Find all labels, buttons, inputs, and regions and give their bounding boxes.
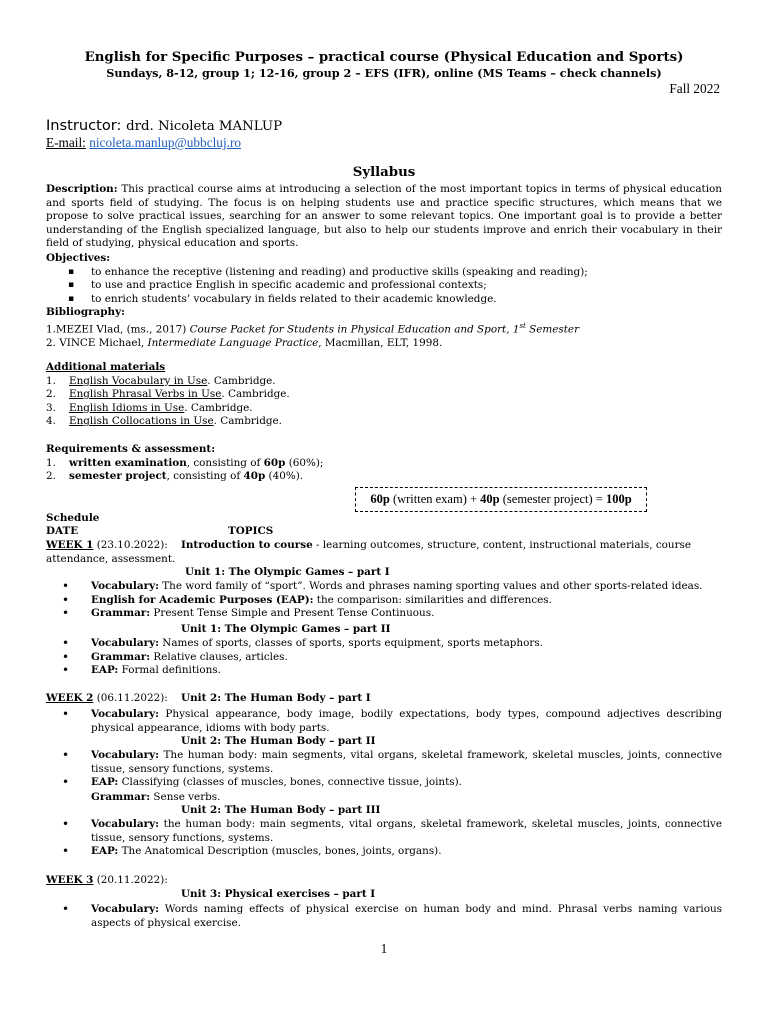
unit-heading: Unit 1: The Olympic Games – part II (181, 623, 391, 635)
topic-text: Classifying (classes of muscles, bones, connective tissue, joints). (118, 776, 462, 789)
bibliography-author: 2. VINCE Michael, (46, 336, 148, 349)
list-item (46, 402, 722, 416)
additional-materials-list (46, 375, 722, 429)
unit-topics-list (46, 580, 722, 621)
intro-description: - learning outcomes, structure, content, instructional materials, course (312, 539, 692, 551)
topic-text: the human body: main segments, vital organs, skeletal framework, skeletal muscles, joints, connective tissue, sensory functions, systems. (91, 818, 722, 844)
course-schedule-subtitle: Sundays, 8-12, group 1; 12-16, group 2 – EFS (IFR), online (MS Teams – check channels) (106, 66, 662, 80)
book-publisher: . Cambridge. (213, 415, 282, 428)
description-label: Description: (46, 183, 118, 195)
item-number: 3. (46, 401, 56, 414)
topic-category: Grammar: (91, 650, 151, 663)
list-item (46, 749, 722, 776)
unit-heading: Unit 2: The Human Body – part II (181, 735, 376, 747)
topic-text: Words naming effects of physical exercise on human body and mind. Phrasal verbs naming various aspects of physical exercise. (91, 903, 722, 929)
grammar-line (46, 791, 767, 805)
topic-category: Vocabulary: (91, 903, 159, 915)
list-item (46, 375, 722, 389)
description-paragraph (46, 183, 722, 251)
book-title: English Phrasal Verbs in Use (69, 388, 222, 401)
intro-description-continued: attendance, assessment. (46, 552, 176, 565)
week-1-section (46, 539, 722, 566)
item-number: 1. (46, 374, 56, 387)
bibliography-section (46, 306, 722, 350)
requirements-list (46, 457, 722, 484)
email-line (46, 135, 241, 151)
week-3-header (46, 874, 722, 888)
email-label: E-mail: (46, 135, 86, 150)
additional-materials-section (46, 361, 722, 429)
instructor-line (46, 117, 282, 136)
list-item: ▪ to enhance the receptive (listening and reading) and productive skills (speaking and reading); (46, 266, 722, 280)
topic-text: Present Tense Simple and Present Tense Continuous. (150, 607, 435, 620)
topic-text: The Anatomical Description (muscles, bones, joints, organs). (118, 845, 442, 858)
topic-text: Names of sports, classes of sports, sports equipment, sports metaphors. (158, 637, 543, 649)
list-item (46, 415, 722, 429)
week-1-intro (46, 539, 722, 553)
topic-text: The word family of “sport”. Words and phrases naming sporting values and other sports-related ideas. (158, 580, 703, 592)
instructor-label: Instructor: (46, 117, 122, 134)
assessment-points: 60p (263, 456, 286, 469)
objectives-section (46, 252, 722, 306)
book-publisher: . Cambridge. (221, 388, 290, 401)
unit-topics-list (46, 637, 722, 678)
list-item (46, 470, 722, 484)
topic-category: English for Academic Purposes (EAP): (91, 593, 314, 606)
document-title: English for Specific Purposes – practical course (Physical Education and Sports) (84, 50, 684, 65)
week-label: WEEK 3 (46, 874, 94, 886)
list-item (46, 637, 722, 651)
formula-project-points: 40p (480, 492, 500, 506)
list-item (46, 594, 722, 608)
assessment-percent: (40%). (265, 470, 304, 483)
topic-text: Formal definitions. (118, 664, 221, 677)
bibliography-item (46, 320, 722, 337)
score-formula-box (355, 487, 647, 512)
topic-text: Sense verbs. (150, 791, 221, 803)
unit-topics-list (46, 708, 722, 735)
topic-category: Vocabulary: (91, 637, 159, 649)
week-date: (06.11.2022): (93, 692, 168, 704)
week-date: (23.10.2022): (93, 539, 168, 551)
syllabus-heading: Syllabus (352, 165, 416, 180)
formula-exam-note: (written exam) + (389, 492, 481, 506)
list-item (46, 776, 722, 790)
topic-category: Vocabulary: (91, 818, 159, 830)
week-label: WEEK 1 (46, 539, 94, 551)
date-column-header: DATE (46, 525, 79, 537)
bibliography-title-end: Semester (525, 323, 580, 336)
requirements-section (46, 443, 722, 484)
assessment-text: , consisting of (166, 470, 244, 483)
topic-text: The human body: main segments, vital organs, skeletal framework, skeletal muscles, joints, connective tissue, sensory functions, systems. (91, 749, 722, 775)
formula-project-note: (semester project) = (499, 492, 606, 506)
topic-category: Vocabulary: (91, 580, 159, 592)
topic-text: Physical appearance, body image, bodily expectations, body types, compound adjectives describing physical appearance, idioms with body parts. (91, 708, 722, 734)
unit-topics-list (46, 818, 722, 859)
unit-heading: Unit 1: The Olympic Games – part I (185, 566, 390, 578)
topic-category: Vocabulary: (91, 708, 159, 720)
list-item (46, 845, 722, 859)
list-item (46, 651, 722, 665)
unit-topics-list (46, 749, 722, 790)
assessment-text: , consisting of (186, 456, 264, 469)
bibliography-label: Bibliography: (46, 306, 125, 318)
book-title: English Vocabulary in Use (69, 374, 208, 387)
email-link[interactable]: nicoleta.manlup@ubbcluj.ro (89, 135, 242, 150)
item-number: 1. (46, 456, 56, 469)
bibliography-title: Intermediate Language Practice (147, 336, 319, 349)
week-date: (20.11.2022): (93, 874, 168, 886)
list-item (46, 664, 722, 678)
bibliography-publisher: , Macmillan, ELT, 1998. (318, 336, 443, 349)
bibliography-sup: st (519, 321, 526, 330)
unit-heading: Unit 3: Physical exercises – part I (181, 888, 376, 900)
requirements-label: Requirements & assessment: (46, 443, 216, 455)
week-2-header (46, 692, 722, 706)
list-item (46, 457, 722, 471)
list-item (46, 388, 722, 402)
book-publisher: . Cambridge. (207, 374, 276, 387)
list-item (46, 708, 722, 735)
additional-materials-label: Additional materials (46, 361, 166, 373)
list-item (46, 818, 722, 845)
topics-column-header: TOPICS (228, 525, 274, 537)
term-label: Fall 2022 (669, 81, 720, 96)
assessment-percent: (60%); (285, 456, 324, 469)
item-number: 2. (46, 388, 56, 401)
page-number: 1 (380, 941, 388, 956)
formula-total: 100p (605, 492, 632, 506)
assessment-points: 40p (243, 470, 266, 483)
topic-category: EAP: (91, 776, 119, 789)
instructor-name: drd. Nicoleta MANLUP (126, 119, 283, 134)
topic-category: EAP: (91, 845, 119, 858)
formula-exam-points: 60p (370, 492, 390, 506)
bibliography-author: 1.MEZEI Vlad, (ms., 2017) (46, 323, 190, 336)
topic-text: Relative clauses, articles. (150, 650, 288, 663)
bibliography-item (46, 337, 722, 351)
objectives-label: Objectives: (46, 252, 111, 264)
assessment-type: written examination (69, 456, 187, 469)
item-number: 2. (46, 470, 56, 483)
list-item: ▪ to use and practice English in specific academic and professional contexts; (46, 279, 722, 293)
book-publisher: . Cambridge. (184, 401, 253, 414)
book-title: English Idioms in Use (69, 401, 185, 414)
list-item (46, 580, 722, 594)
unit-topics-list (46, 903, 722, 930)
description-text: This practical course aims at introducing a selection of the most important topics in terms of physical education and sports field of studying. The focus is on helping students use and practice specific structures, which means that we propose to solve practical issues, searching for an answer to some relevant topics. One important goal is to provide a better understanding of the English specialized language, but also to help our students improve and enrich their vocabulary in their field of studying, physical education and sports. (46, 183, 722, 250)
unit-heading: Unit 2: The Human Body – part III (181, 804, 381, 816)
objectives-list (46, 266, 722, 307)
list-item: ▪ to enrich students’ vocabulary in fields related to their academic knowledge. (46, 293, 722, 307)
week-label: WEEK 2 (46, 692, 94, 704)
list-item (46, 607, 722, 621)
topic-text: the comparison: similarities and differences. (313, 593, 552, 606)
schedule-label: Schedule (46, 512, 100, 524)
book-title: English Collocations in Use (69, 415, 214, 428)
list-item (46, 903, 722, 930)
assessment-type: semester project (69, 470, 167, 483)
intro-topic: Introduction to course (181, 539, 313, 551)
topic-category: Vocabulary: (91, 749, 159, 761)
item-number: 4. (46, 415, 56, 428)
topic-category: Grammar: (91, 607, 151, 620)
topic-category: EAP: (91, 664, 119, 677)
topic-category: Grammar: (91, 791, 151, 803)
unit-heading: Unit 2: The Human Body – part I (181, 692, 371, 704)
bibliography-title: Course Packet for Students in Physical Education and Sport, 1 (189, 323, 520, 336)
